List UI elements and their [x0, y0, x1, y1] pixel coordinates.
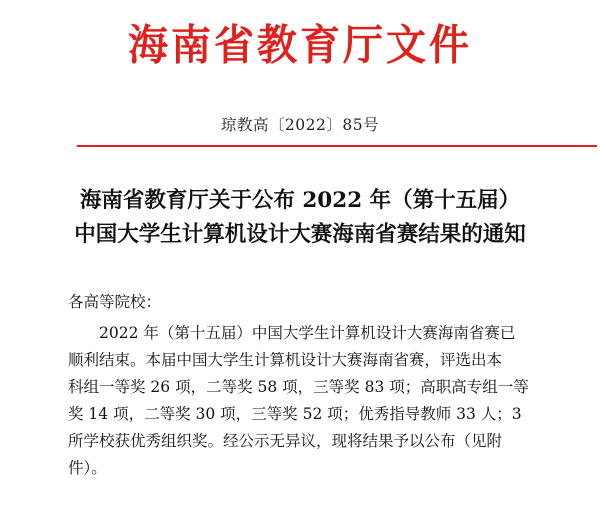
body-line-4: 奖 14 项，二等奖 30 项，三等奖 52 项；优秀指导教师 33 人；3: [68, 405, 522, 423]
document-header-title: 海南省教育厅文件: [128, 21, 472, 71]
document-number: 琼教高〔2022〕85号: [220, 116, 380, 134]
notice-title: [0, 184, 600, 252]
body-line-5: 所学校获优秀组织奖。经公示无异议，现将结果予以公布（见附: [68, 432, 503, 450]
body-line-3: 科组一等奖 26 项，二等奖 58 项，三等奖 83 项；高职高专组一等: [68, 378, 529, 396]
notice-title-line-1: 海南省教育厅关于公布 2022 年（第十五届）: [79, 188, 521, 213]
body-line-6: 件）。: [68, 459, 107, 477]
red-divider-line: [77, 145, 597, 147]
notice-body: [68, 320, 548, 482]
body-line-1: 2022 年（第十五届）中国大学生计算机设计大赛海南省赛已: [99, 324, 516, 342]
salutation: 各高等院校：: [68, 293, 162, 311]
body-line-2: 顺利结束。本届中国大学生计算机设计大赛海南省赛，评选出本: [68, 351, 503, 369]
notice-title-line-2: 中国大学生计算机设计大赛海南省赛结果的通知: [74, 222, 526, 247]
